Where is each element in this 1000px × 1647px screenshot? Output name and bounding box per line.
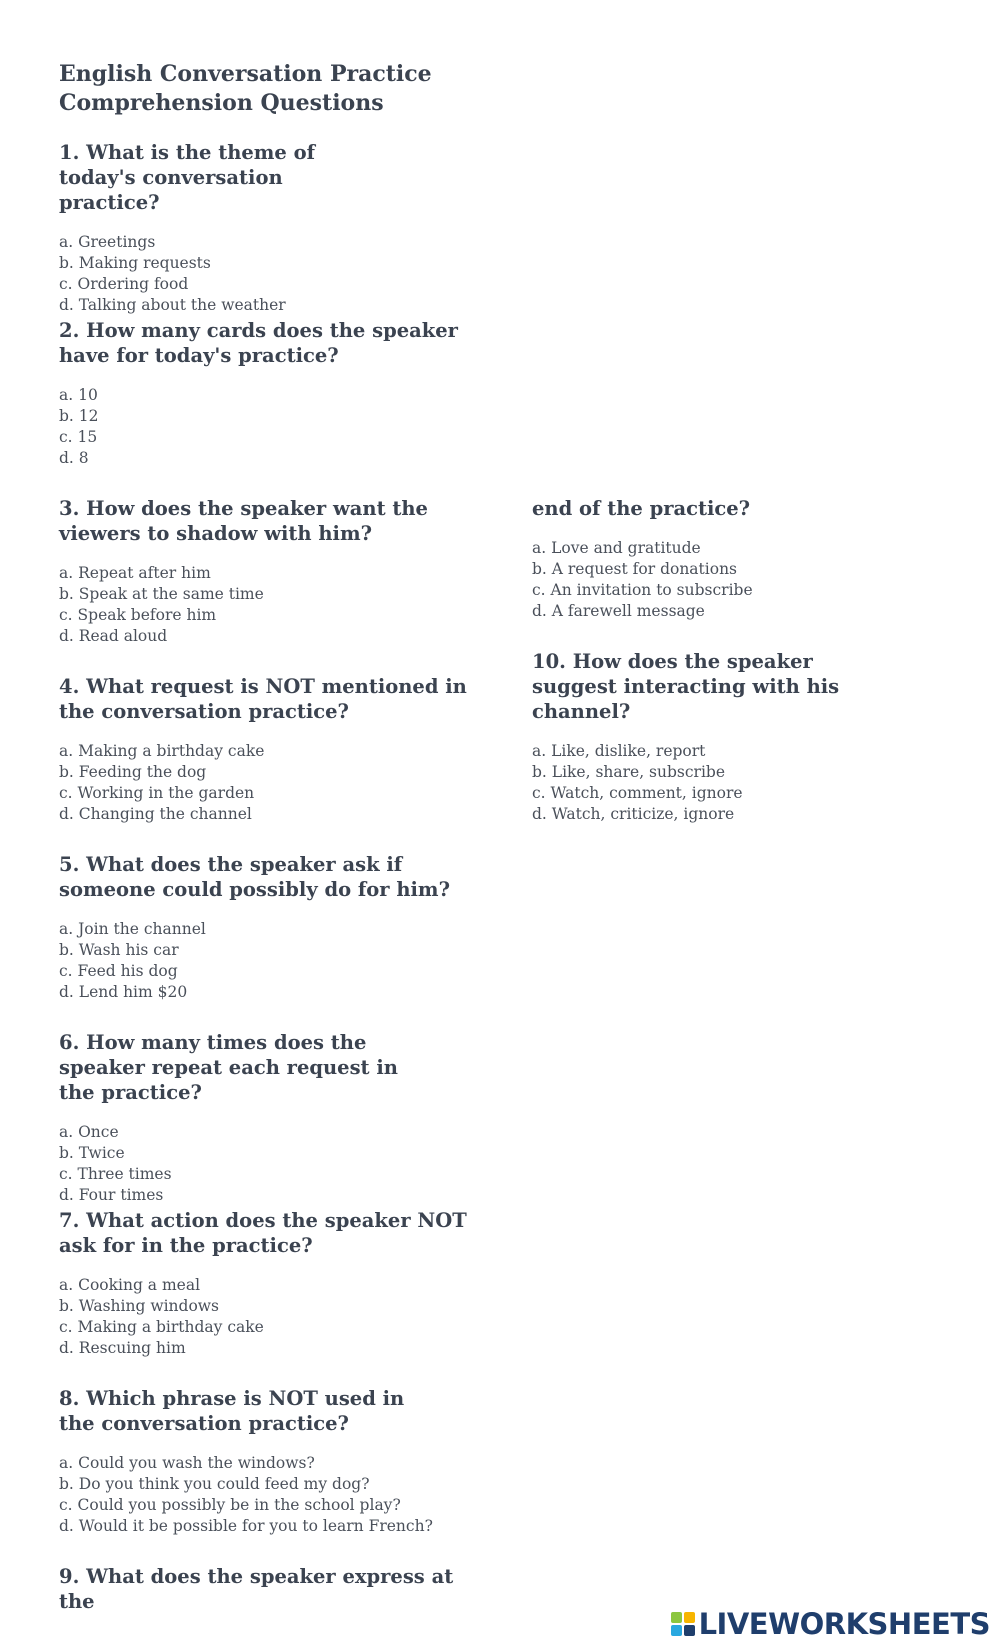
option-c: c. 15	[59, 428, 98, 446]
option-d: d. Rescuing him	[59, 1339, 186, 1357]
option-c: c. Could you possibly be in the school play?	[59, 1496, 401, 1514]
option-b: b. Twice	[59, 1144, 125, 1162]
option-b: b. A request for donations	[532, 560, 738, 578]
option-a: a. Repeat after him	[59, 564, 211, 582]
option-a: a. Once	[59, 1123, 119, 1141]
question-3	[59, 496, 489, 647]
option-d: d. Lend him $20	[59, 983, 188, 1001]
worksheet-title	[59, 60, 519, 118]
question-1	[59, 140, 389, 316]
option-b: b. Do you think you could feed my dog?	[59, 1475, 370, 1493]
title-line-2: Comprehension Questions	[59, 90, 384, 116]
question-text: 3. How does the speaker want the viewers to shadow with him?	[59, 497, 428, 545]
option-a: a. Could you wash the windows?	[59, 1454, 315, 1472]
option-b: b. Speak at the same time	[59, 585, 264, 603]
option-a: a. 10	[59, 386, 98, 404]
option-c: c. Speak before him	[59, 606, 217, 624]
option-a: a. Making a birthday cake	[59, 742, 265, 760]
question-4	[59, 674, 479, 825]
question-6	[59, 1030, 439, 1206]
question-text: 9. What does the speaker express at the	[59, 1565, 454, 1613]
question-text: 10. How does the speaker suggest interacting with his channel?	[532, 650, 840, 723]
brand-name: LIVEWORKSHEETS	[698, 1607, 990, 1641]
option-d: d. 8	[59, 449, 89, 467]
option-c: c. Working in the garden	[59, 784, 255, 802]
option-a: a. Cooking a meal	[59, 1276, 201, 1294]
liveworksheets-logo-icon	[671, 1612, 695, 1636]
question-text: 4. What request is NOT mentioned in the conversation practice?	[59, 675, 467, 723]
option-c: c. Ordering food	[59, 275, 189, 293]
option-a: a. Greetings	[59, 233, 156, 251]
option-d: d. Watch, criticize, ignore	[532, 805, 735, 823]
option-b: b. Making requests	[59, 254, 211, 272]
option-d: d. Changing the channel	[59, 805, 252, 823]
option-d: d. Would it be possible for you to learn French?	[59, 1517, 433, 1535]
option-c: c. An invitation to subscribe	[532, 581, 753, 599]
question-10	[532, 649, 872, 825]
option-a: a. Love and gratitude	[532, 539, 701, 557]
question-9-start	[59, 1564, 489, 1631]
option-a: a. Like, dislike, report	[532, 742, 706, 760]
option-b: b. 12	[59, 407, 99, 425]
question-9-continued	[532, 496, 952, 622]
option-b: b. Wash his car	[59, 941, 179, 959]
option-d: d. Read aloud	[59, 627, 168, 645]
question-8	[59, 1386, 439, 1537]
question-text: 8. Which phrase is NOT used in the conversation practice?	[59, 1387, 405, 1435]
question-text: 1. What is the theme of today's conversation practice?	[59, 141, 316, 214]
option-b: b. Feeding the dog	[59, 763, 207, 781]
option-b: b. Like, share, subscribe	[532, 763, 726, 781]
question-text: end of the practice?	[532, 497, 751, 520]
option-c: c. Feed his dog	[59, 962, 178, 980]
question-5	[59, 852, 479, 1003]
question-2	[59, 318, 479, 469]
liveworksheets-brand	[671, 1607, 990, 1641]
option-d: d. Talking about the weather	[59, 296, 286, 314]
option-c: c. Three times	[59, 1165, 172, 1183]
option-c: c. Making a birthday cake	[59, 1318, 264, 1336]
question-text: 7. What action does the speaker NOT ask for in the practice?	[59, 1209, 467, 1257]
option-d: d. Four times	[59, 1186, 164, 1204]
question-7	[59, 1208, 479, 1359]
option-d: d. A farewell message	[532, 602, 705, 620]
question-text: 5. What does the speaker ask if someone could possibly do for him?	[59, 853, 450, 901]
title-line-1: English Conversation Practice	[59, 61, 432, 87]
option-b: b. Washing windows	[59, 1297, 220, 1315]
question-text: 2. How many cards does the speaker have for today's practice?	[59, 319, 458, 367]
option-a: a. Join the channel	[59, 920, 206, 938]
question-text: 6. How many times does the speaker repeat each request in the practice?	[59, 1031, 398, 1104]
option-c: c. Watch, comment, ignore	[532, 784, 743, 802]
